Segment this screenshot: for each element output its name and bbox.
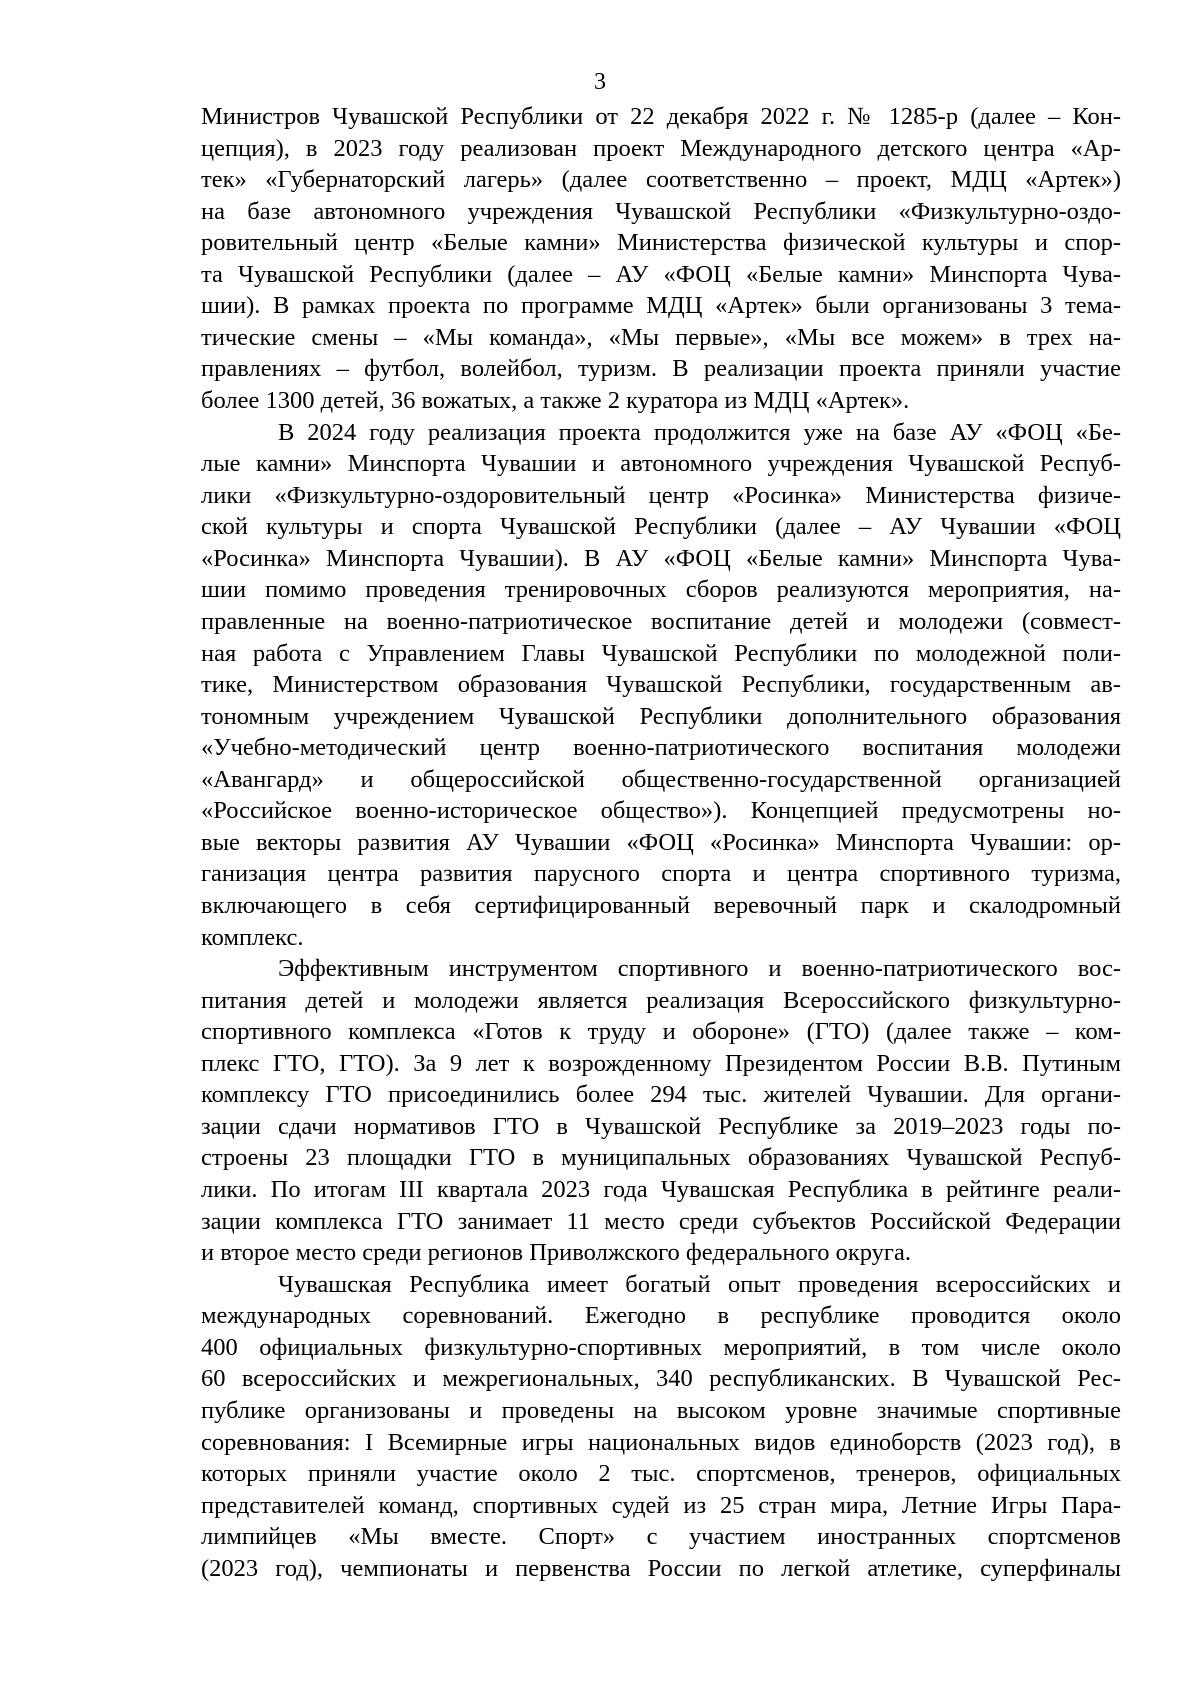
text-line: 400 официальных физкультурно-спортивных мероприятий, в том числе около — [201, 1333, 1121, 1361]
text-line: шии помимо проведения тренировочных сборов реализуются мероприятия, на- — [201, 576, 1121, 604]
text-line: питания детей и молодежи является реализация Всероссийского физкультурно- — [201, 986, 1121, 1014]
text-line: ганизация центра развития парусного спорта и центра спортивного туризма, — [201, 860, 1121, 888]
text-line: публике организованы и проведены на высоком уровне значимые спортивные — [201, 1396, 1121, 1424]
text-line: «Росинка» Минспорта Чувашии). В АУ «ФОЦ «Белые камни» Минспорта Чува- — [201, 544, 1121, 572]
text-line: соревнования: I Всемирные игры национальных видов единоборств (2023 год), в — [201, 1428, 1121, 1456]
text-line: ровительный центр «Белые камни» Министерства физической культуры и спор- — [201, 229, 1121, 257]
text-line: плекс ГТО, ГТО). За 9 лет к возрожденному Президентом России В.В. Путиным — [201, 1049, 1121, 1077]
text-line: на базе автономного учреждения Чувашской Республики «Физкультурно-оздо- — [201, 197, 1121, 225]
text-line: (2023 год), чемпионаты и первенства России по легкой атлетике, суперфиналы — [201, 1554, 1121, 1582]
text-line: тике, Министерством образования Чувашской Республики, государственным ав- — [201, 671, 1121, 699]
text-line: и второе место среди регионов Приволжского федерального округа. — [201, 1239, 911, 1267]
text-line: Чувашская Республика имеет богатый опыт проведения всероссийских и — [278, 1270, 1121, 1298]
text-line: включающего в себя сертифицированный веревочный парк и скалодромный — [201, 892, 1121, 919]
text-line: тические смены – «Мы команда», «Мы первые», «Мы все можем» в трех на- — [201, 323, 1121, 351]
text-line: тономным учреждением Чувашской Республики дополнительного образования — [201, 702, 1121, 730]
text-line: 60 всероссийских и межрегиональных, 340 республиканских. В Чувашской Рес- — [201, 1365, 1121, 1393]
text-line: международных соревнований. Ежегодно в республике проводится около — [201, 1302, 1121, 1330]
text-line: «Российское военно-историческое общество»). Концепцией предусмотрены но- — [201, 797, 1121, 825]
text-line: ской культуры и спорта Чувашской Республики (далее – АУ Чувашии «ФОЦ — [201, 513, 1121, 541]
text-line: вые векторы развития АУ Чувашии «ФОЦ «Росинка» Минспорта Чувашии: ор- — [201, 828, 1121, 856]
text-line: шии). В рамках проекта по программе МДЦ «Артек» были организованы 3 тема- — [201, 292, 1121, 320]
text-line: правленные на военно-патриотическое воспитание детей и молодежи (совмест- — [201, 607, 1121, 635]
text-line: Министров Чувашской Республики от 22 декабря 2022 г. № 1285-р (далее – Кон- — [201, 103, 1121, 130]
text-line: цепция), в 2023 году реализован проект Международного детского центра «Ар- — [201, 134, 1121, 162]
text-line: комплекс. — [201, 923, 304, 951]
text-line: лые камни» Минспорта Чувашии и автономного учреждения Чувашской Респуб- — [201, 450, 1121, 478]
text-line: зации комплекса ГТО занимает 11 место среди субъектов Российской Федерации — [201, 1207, 1121, 1235]
text-line: та Чувашской Республики (далее – АУ «ФОЦ «Белые камни» Минспорта Чува- — [201, 260, 1121, 288]
text-line: комплексу ГТО присоединились более 294 тыс. жителей Чувашии. Для органи- — [201, 1081, 1121, 1109]
text-line: представителей команд, спортивных судей из 25 стран мира, Летние Игры Пара- — [201, 1491, 1121, 1519]
text-line: лики «Физкультурно-оздоровительный центр «Росинка» Министерства физиче- — [201, 481, 1121, 509]
text-line: зации сдачи нормативов ГТО в Чувашской Республике за 2019–2023 годы по- — [201, 1112, 1121, 1140]
text-line: правлениях – футбол, волейбол, туризм. В реализации проекта приняли участие — [201, 355, 1121, 383]
text-line: тек» «Губернаторский лагерь» (далее соответственно – проект, МДЦ «Артек») — [201, 166, 1121, 194]
text-line: лимпийцев «Мы вместе. Спорт» с участием иностранных спортсменов — [201, 1523, 1121, 1551]
text-line: В 2024 году реализация проекта продолжится уже на базе АУ «ФОЦ «Бе- — [278, 418, 1121, 446]
text-line: ная работа с Управлением Главы Чувашской Республики по молодежной поли- — [201, 639, 1121, 667]
text-line: лики. По итогам III квартала 2023 года Чувашская Республика в рейтинге реали- — [201, 1176, 1121, 1204]
text-line: более 1300 детей, 36 вожатых, а также 2 куратора из МДЦ «Артек». — [201, 387, 910, 415]
text-line: Эффективным инструментом спортивного и военно-патриотического вос- — [278, 955, 1121, 983]
text-line: строены 23 площадки ГТО в муниципальных образованиях Чувашской Респуб- — [201, 1144, 1121, 1172]
text-line: «Авангард» и общероссийской общественно-государственной организацией — [201, 765, 1121, 793]
page-number: 3 — [594, 69, 606, 95]
text-line: «Учебно-методический центр военно-патриотического воспитания молодежи — [201, 734, 1121, 762]
text-line: спортивного комплекса «Готов к труду и обороне» (ГТО) (далее также – ком- — [201, 1018, 1121, 1046]
text-line: которых приняли участие около 2 тыс. спортсменов, тренеров, официальных — [201, 1460, 1121, 1488]
